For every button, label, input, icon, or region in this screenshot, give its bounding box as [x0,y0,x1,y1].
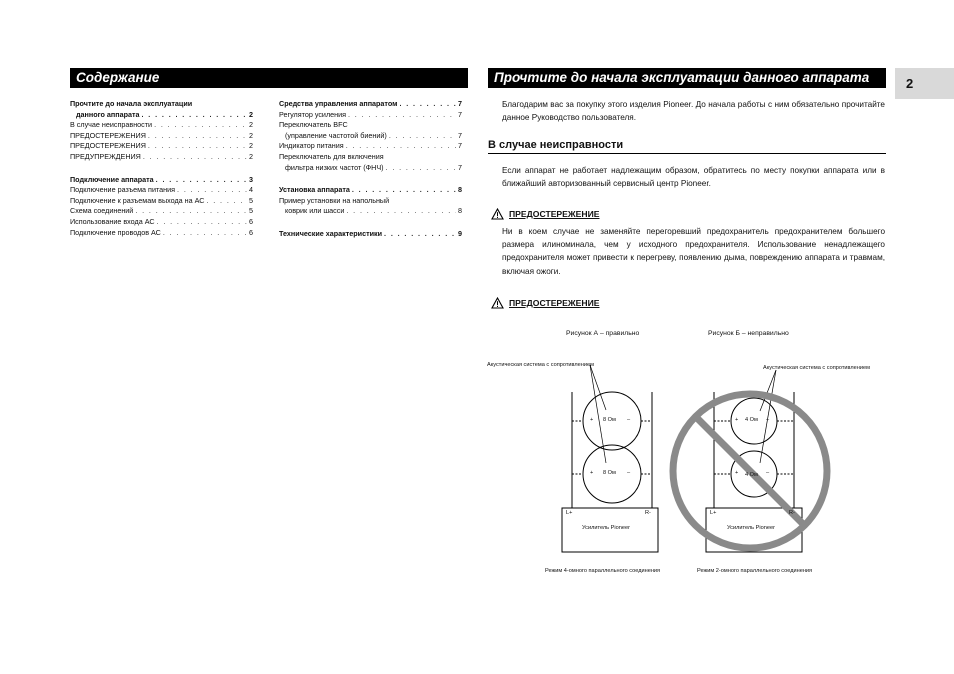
figure-b-speaker-label: Акустическая система с сопротивлением [763,365,870,371]
figure-a-caption: Рисунок А – правильно [566,330,640,337]
ohm-label: 8 Ом [603,470,616,476]
toc-entry[interactable]: (управление частотой биений) . . . 7 [279,131,462,142]
terminal-minus: – [627,417,631,423]
amp-r-minus: R- [645,510,651,516]
amp-l-plus: L+ [566,510,573,516]
toc-entry[interactable]: Схема соединений . . . 5 [70,206,253,217]
caution-text: Ни в коем случае не заменяйте перегоревший предохранитель предохранителем большего размера илиноминала, чем у исходного предохранителя. Использование ненадлежащего предохранителя может привести к перегреву, появлению дыма, повреждению аппарата и травмам, включая ожоги. [502,227,885,276]
toc-entry[interactable]: ПРЕДОСТЕРЕЖЕНИЯ . . . 2 [70,131,253,142]
figure-b-caption: Рисунок Б – неправильно [708,330,789,337]
terminal-plus: + [735,417,739,423]
terminal-minus: – [766,417,770,423]
terminal-plus: + [735,470,739,476]
toc-entry[interactable]: Подключение к разъемам выхода на АС . . . 5 [70,196,253,207]
ohm-label: 4 Ом [745,472,758,478]
amplifier-label: Усилитель Pioneer [727,525,775,531]
caution-title: ПРЕДОСТЕРЕЖЕНИЕ [509,209,600,219]
amp-r-minus: R- [789,510,795,516]
toc-entry-title[interactable]: Переключатель для включения [279,151,384,161]
toc-entry[interactable]: коврик или шасси . . . 8 [279,206,462,217]
contents-header: Содержание [70,68,468,88]
intro-text: Благодарим вас за покупку этого изделия Pioneer. До начала работы с ним обязательно прочитайте данное Руководство пользователя. [502,100,885,123]
amp-l-plus: L+ [710,510,717,516]
toc-entry[interactable]: данного аппарата . . . 2 [70,110,253,121]
ohm-label: 4 Ом [745,417,758,423]
trouble-text: Если аппарат не работает надлежащим образом, обратитесь по месту покупки аппарата или в ближайший авторизованный сервисный центр Pioneer. [502,166,885,189]
toc-entry[interactable]: Технические характеристики . . . 9 [279,229,462,240]
page-number: 2 [895,68,954,99]
toc-entry-title[interactable]: Переключатель BFC [279,120,348,130]
toc-entry[interactable]: Подключение разъема питания . . . 4 [70,185,253,196]
toc-entry[interactable]: Индикатор питания . . . 7 [279,141,462,152]
ohm-label: 8 Ом [603,417,616,423]
toc-entry[interactable]: Подключение аппарата . . . 3 [70,175,253,186]
toc-entry[interactable]: В случае неисправности . . . 2 [70,120,253,131]
read-first-header: Прочтите до начала эксплуатации данного аппарата [488,68,886,88]
toc-entry[interactable]: Установка аппарата . . . 8 [279,185,462,196]
terminal-plus: + [590,470,594,476]
terminal-minus: – [766,470,770,476]
terminal-minus: – [627,470,631,476]
caution-title: ПРЕДОСТЕРЕЖЕНИЕ [509,298,600,308]
toc-entry[interactable]: фильтра низких частот (ФНЧ) . . . 7 [279,163,462,174]
toc-entry[interactable]: Средства управления аппаратом . . . 7 [279,99,462,110]
toc-entry-title[interactable]: Пример установки на напольный [279,195,390,205]
toc-entry[interactable]: Подключение проводов АС . . . 6 [70,228,253,239]
trouble-heading: В случае неисправности [488,139,886,154]
toc-entry[interactable]: ПРЕДОСТЕРЕЖЕНИЯ . . . 2 [70,141,253,152]
terminal-plus: + [590,417,594,423]
amplifier-label: Усилитель Pioneer [582,525,630,531]
figure-a-drawing [562,365,658,552]
toc-entry[interactable]: Использование входа АС . . . 6 [70,217,253,228]
figure-b-mode: Режим 2-омного параллельного соединения [697,568,813,574]
toc-entry[interactable]: Регулятор усиления . . . 7 [279,110,462,121]
figure-a-speaker-label: Акустическая система с сопротивлением [487,362,594,368]
toc-entry-title[interactable]: Прочтите до начала эксплуатации [70,99,193,108]
toc-entry[interactable]: ПРЕДУПРЕЖДЕНИЯ . . . 2 [70,152,253,163]
figure-a-mode: Режим 4-омного параллельного соединения [545,568,661,574]
